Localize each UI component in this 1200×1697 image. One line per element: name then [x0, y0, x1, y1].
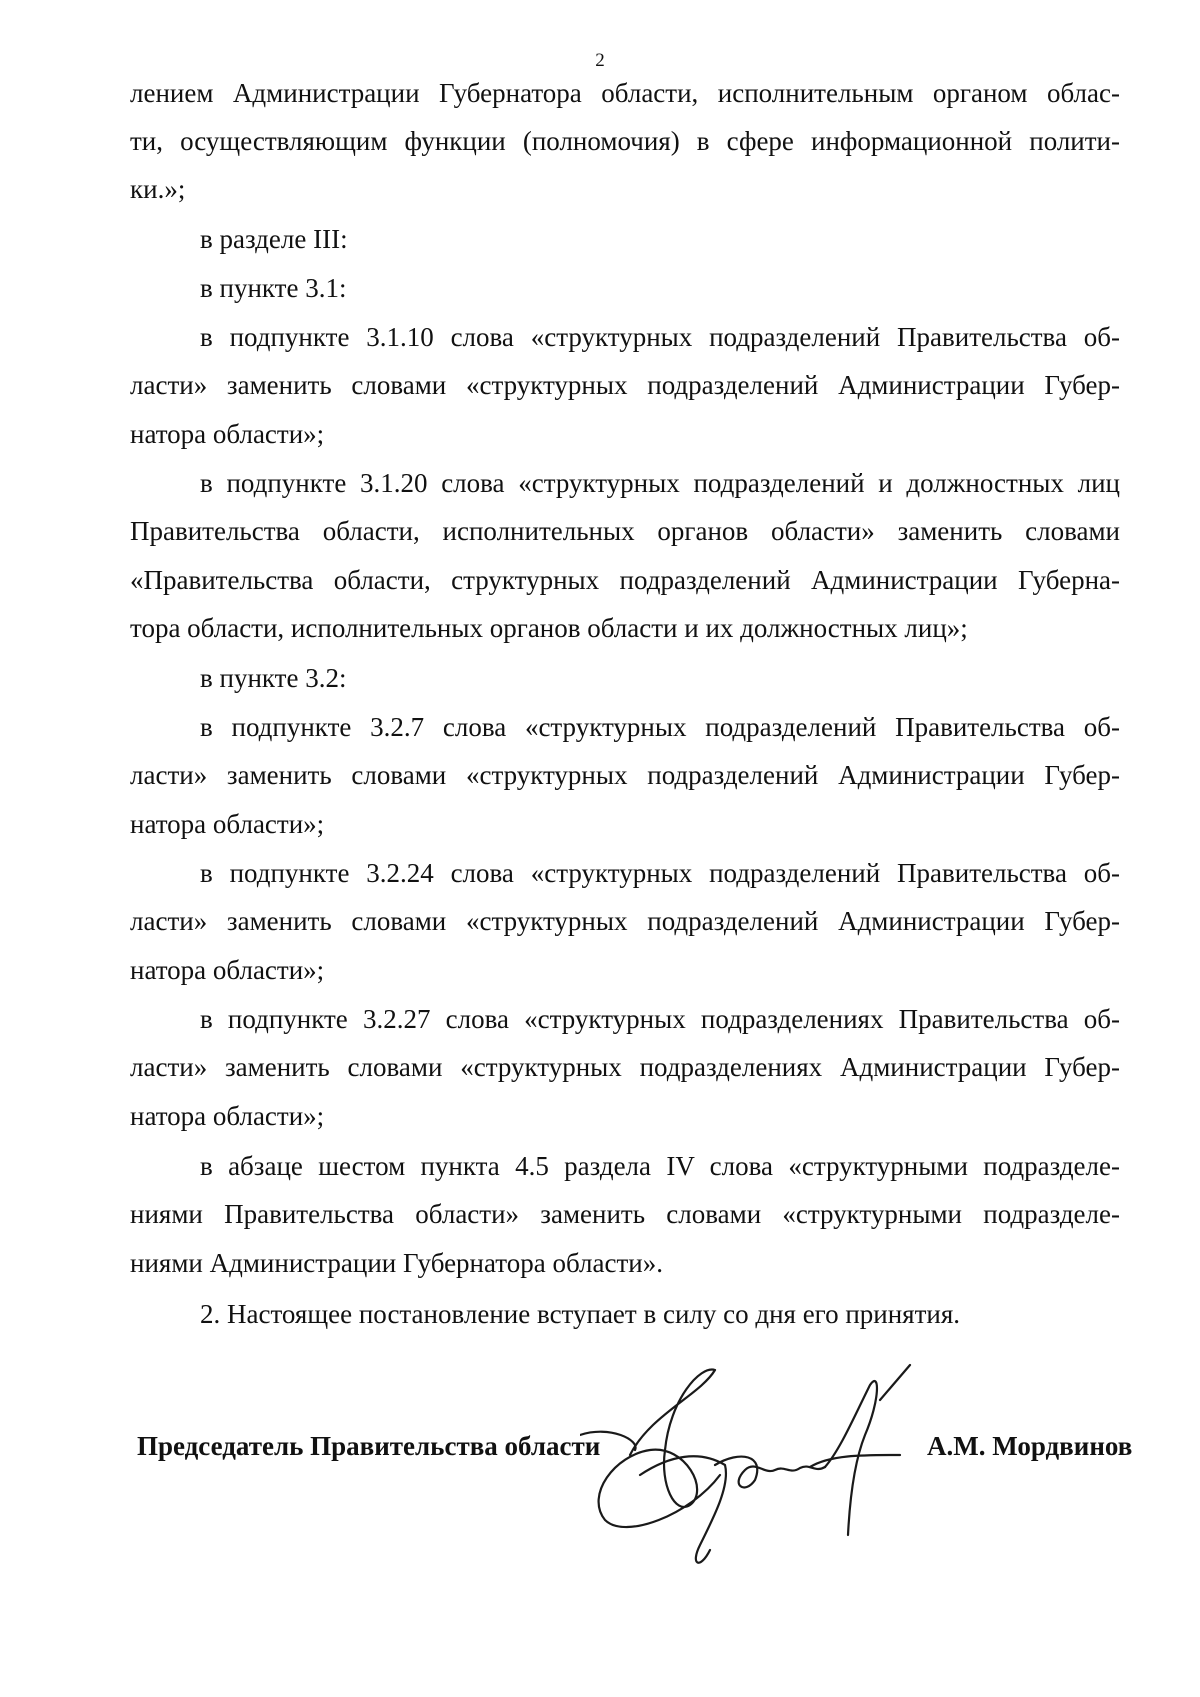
text-line: ласти» заменить словами «структурных подразделений Администрации Губер-: [130, 760, 1120, 790]
text-line: натора области»;: [130, 955, 325, 985]
text-line: «Правительства области, структурных подразделений Администрации Губерна-: [130, 565, 1120, 595]
signatory-title: Председатель Правительства области: [137, 1431, 601, 1461]
page-number: 2: [595, 50, 605, 71]
text-line: ласти» заменить словами «структурных подразделений Администрации Губер-: [130, 906, 1120, 936]
text-line: в подпункте 3.2.7 слова «структурных подразделений Правительства об-: [200, 712, 1120, 742]
text-line: тора области, исполнительных органов области и их должностных лиц»;: [130, 613, 968, 643]
text-line: натора области»;: [130, 1101, 325, 1131]
text-line: Правительства области, исполнительных органов области» заменить словами: [130, 516, 1120, 546]
text-line: натора области»;: [130, 809, 325, 839]
text-line: ти, осуществляющим функции (полномочия) в сфере информационной полити-: [130, 126, 1120, 156]
signature-image: [580, 1355, 960, 1575]
text-line: в подпункте 3.1.10 слова «структурных подразделений Правительства об-: [200, 322, 1120, 352]
text-line: ласти» заменить словами «структурных подразделениях Администрации Губер-: [130, 1052, 1120, 1082]
text-line: ки.»;: [130, 174, 186, 204]
text-line: в пункте 3.1:: [200, 273, 347, 303]
text-line: в подпункте 3.1.20 слова «структурных подразделений и должностных лиц: [200, 468, 1120, 498]
text-line: в подпункте 3.2.27 слова «структурных подразделениях Правительства об-: [200, 1004, 1120, 1034]
text-line: в пункте 3.2:: [200, 663, 347, 693]
text-line: в разделе III:: [200, 224, 348, 254]
signatory-name: А.М. Мордвинов: [927, 1431, 1133, 1461]
text-line: ниями Администрации Губернатора области».: [130, 1248, 663, 1278]
text-line: лением Администрации Губернатора области, исполнительным органом облас-: [130, 78, 1120, 108]
text-line: 2. Настоящее постановление вступает в силу со дня его принятия.: [200, 1299, 961, 1329]
text-line: натора области»;: [130, 419, 325, 449]
text-line: ласти» заменить словами «структурных подразделений Администрации Губер-: [130, 370, 1120, 400]
text-line: ниями Правительства области» заменить словами «структурными подразделе-: [130, 1199, 1120, 1229]
text-line: в абзаце шестом пункта 4.5 раздела IV слова «структурными подразделе-: [200, 1151, 1120, 1181]
text-line: в подпункте 3.2.24 слова «структурных подразделений Правительства об-: [200, 858, 1120, 888]
